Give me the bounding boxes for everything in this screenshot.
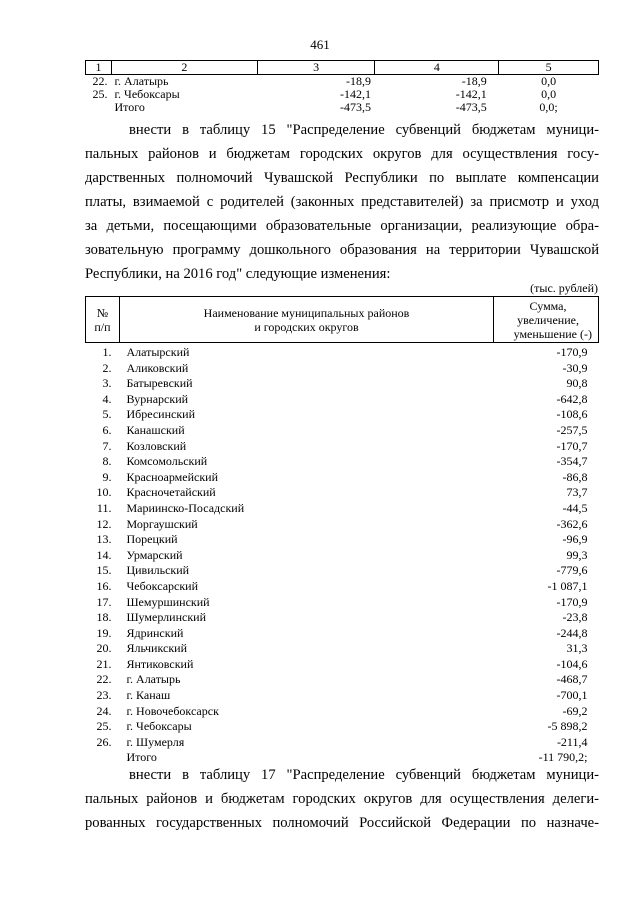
row-value: -170,9 <box>556 594 588 609</box>
row-value: 99,3 <box>566 547 588 562</box>
row-number: 14. <box>96 547 112 562</box>
row-name: Ибресинский <box>126 407 196 422</box>
paragraph-line: Республики, на 2016 год" следующие изменения: <box>85 266 391 282</box>
table-row <box>86 407 599 423</box>
header-number <box>86 297 120 343</box>
table-row <box>86 501 599 517</box>
row-name: Шумерлинский <box>126 610 206 625</box>
row-name: Вурнарский <box>126 391 189 406</box>
row-value: -69,2 <box>562 703 588 718</box>
table-row <box>86 610 599 626</box>
header-name-line: Наименование муниципальных районов <box>203 305 410 320</box>
continuation-table-header <box>86 61 599 75</box>
row-number: 25. <box>92 87 108 101</box>
row-value: -86,8 <box>562 469 588 484</box>
row-number: 5. <box>102 407 112 422</box>
row-name: г. Алатырь <box>114 74 169 88</box>
row-name: г. Алатырь <box>126 672 181 687</box>
row-name: Янтиковский <box>126 656 194 671</box>
row-name: Чебоксарский <box>126 578 199 593</box>
row-name: г. Чебоксары <box>114 87 180 101</box>
row-number: 25. <box>96 719 112 734</box>
row-name: Красноармейский <box>126 469 219 484</box>
table-row <box>86 532 599 548</box>
row-number: 3. <box>102 376 112 391</box>
table-row <box>86 439 599 455</box>
row-name: Цивильский <box>126 563 190 578</box>
row-number: 4. <box>102 391 112 406</box>
header-number-line: № <box>96 305 109 320</box>
table-row <box>86 657 599 673</box>
page-number: 461 <box>310 37 330 52</box>
header-sum-line: уменьшение (-) <box>513 326 592 341</box>
row-number: 26. <box>96 734 112 749</box>
row-name: Красночетайский <box>126 485 216 500</box>
row-number: 23. <box>96 688 112 703</box>
row-number: 1. <box>102 345 112 359</box>
table-row <box>86 719 599 735</box>
row-name: Моргаушский <box>126 516 198 531</box>
row-value: -30,9 <box>562 360 588 375</box>
subvention-table <box>85 296 599 766</box>
row-value: -108,6 <box>556 407 588 422</box>
paragraph-line: внести в таблицу 17 "Распределение субвенций бюджетам муници- <box>129 767 599 783</box>
subvention-table-body <box>86 343 599 767</box>
table-row <box>86 579 599 595</box>
table-row <box>86 672 599 688</box>
header-name-line: и городских округов <box>254 319 359 334</box>
row-number: 13. <box>96 532 112 547</box>
row-name: Мариинско-Посадский <box>126 500 245 515</box>
column-number-3: 3 <box>257 61 375 75</box>
row-value: -170,7 <box>556 438 588 453</box>
column-number-5: 5 <box>499 61 599 75</box>
table-row <box>86 517 599 533</box>
row-value: -244,8 <box>556 625 588 640</box>
row-number: 18. <box>96 610 112 625</box>
row-number: 20. <box>96 641 112 656</box>
row-number: 17. <box>96 594 112 609</box>
table-row <box>86 376 599 392</box>
table-row <box>86 735 599 751</box>
row-value: 0,0 <box>541 87 557 101</box>
row-name: Итого <box>114 100 145 114</box>
table-row-total <box>86 101 599 114</box>
row-value: -18,9 <box>345 74 371 88</box>
paragraph-line: пальных районов и бюджетам городских округов для осуществления госу- <box>85 146 599 162</box>
row-value: -779,6 <box>556 563 588 578</box>
row-value: -642,8 <box>556 391 588 406</box>
row-name: Алатырский <box>126 345 190 359</box>
continuation-table <box>85 60 599 114</box>
table-row <box>86 343 599 361</box>
paragraph-line: платы, взимаемой с родителей (законных представителей) за присмотр и уход <box>85 194 599 210</box>
table-row <box>86 641 599 657</box>
row-number: 15. <box>96 563 112 578</box>
paragraph-line: пальных районов и бюджетам городских округов для осуществления делеги- <box>85 791 599 807</box>
row-value: -473,5 <box>339 100 371 114</box>
table-row <box>86 704 599 720</box>
table-row <box>86 392 599 408</box>
table-row <box>86 454 599 470</box>
row-number: 2. <box>102 360 112 375</box>
row-value: -5 898,2 <box>547 719 588 734</box>
row-value: -96,9 <box>562 532 588 547</box>
row-value: 31,3 <box>566 641 588 656</box>
column-number-1: 1 <box>86 61 112 75</box>
header-name <box>119 297 493 343</box>
paragraph-line: рованных государственных полномочий Российской Федерации по назначе- <box>85 815 599 831</box>
row-value: -473,5 <box>455 100 487 114</box>
row-name: Ядринский <box>126 625 184 640</box>
header-sum-line: увеличение, <box>517 312 579 327</box>
row-number: 12. <box>96 516 112 531</box>
row-value: 0,0; <box>539 100 558 114</box>
row-number: 22. <box>92 74 108 88</box>
row-number: 10. <box>96 485 112 500</box>
row-value: -44,5 <box>562 500 588 515</box>
row-name: Яльчикский <box>126 641 187 656</box>
row-number: 11. <box>96 500 112 515</box>
unit-label: (тыс. рублей) <box>530 281 598 295</box>
row-number: 16. <box>96 578 112 593</box>
row-value: 0,0 <box>541 74 557 88</box>
row-number: 19. <box>96 625 112 640</box>
paragraph-line: зовательную программу дошкольного образования на территории Чувашской <box>85 242 599 258</box>
table-row <box>86 75 599 89</box>
paragraph-line: дарственных полномочий Чувашской Республики по выплате компенсации <box>85 170 599 186</box>
row-number: 9. <box>102 469 112 484</box>
column-number-4: 4 <box>375 61 499 75</box>
row-value: -1 087,1 <box>547 578 588 593</box>
row-value: -142,1 <box>339 87 371 101</box>
paragraph-table-15 <box>85 118 599 286</box>
row-value: -354,7 <box>556 454 588 469</box>
row-value: -104,6 <box>556 656 588 671</box>
row-number: 22. <box>96 672 112 687</box>
table-row <box>86 361 599 377</box>
paragraph-line: внести в таблицу 15 "Распределение субвенций бюджетам муници- <box>129 122 599 138</box>
row-name: Порецкий <box>126 532 178 547</box>
row-name: Итого <box>126 750 157 765</box>
table-row <box>86 626 599 642</box>
row-name: г. Канаш <box>126 688 171 703</box>
row-name: г. Чебоксары <box>126 719 192 734</box>
paragraph-table-17 <box>85 763 599 835</box>
row-value: -468,7 <box>556 672 588 687</box>
row-value: -257,5 <box>556 422 588 437</box>
column-number-2: 2 <box>111 61 257 75</box>
row-name: Батыревский <box>126 376 193 391</box>
row-number: 21. <box>96 656 112 671</box>
table-row <box>86 548 599 564</box>
row-value: -362,6 <box>556 516 588 531</box>
subvention-table-header <box>86 297 599 343</box>
row-name: Урмарский <box>126 547 183 562</box>
row-name: Канашский <box>126 422 185 437</box>
header-sum-line: Сумма, <box>529 298 567 313</box>
row-value: -170,9 <box>556 345 588 359</box>
table-row <box>86 595 599 611</box>
header-sum <box>494 297 599 343</box>
table-row <box>86 470 599 486</box>
header-number-line: п/п <box>94 319 111 334</box>
row-name: Комсомольский <box>126 454 208 469</box>
paragraph-line: за детьми, посещающими образовательные организации, реализующие обра- <box>85 218 599 234</box>
row-value: -142,1 <box>455 87 487 101</box>
row-value: 90,8 <box>566 376 588 391</box>
row-name: г. Новочебоксарск <box>126 703 219 718</box>
row-name: Шемуршинский <box>126 594 210 609</box>
row-number: 6. <box>102 422 112 437</box>
table-row <box>86 563 599 579</box>
row-number: 8. <box>102 454 112 469</box>
row-value: 73,7 <box>566 485 588 500</box>
row-value: -700,1 <box>556 688 588 703</box>
table-row <box>86 423 599 439</box>
row-name: Козловский <box>126 438 187 453</box>
table-row <box>86 688 599 704</box>
row-value: -211,4 <box>556 734 588 749</box>
row-value: -23,8 <box>562 610 588 625</box>
row-name: Аликовский <box>126 360 189 375</box>
table-row <box>86 485 599 501</box>
row-name: г. Шумерля <box>126 734 185 749</box>
row-number: 7. <box>102 438 112 453</box>
row-number <box>86 101 112 114</box>
row-number: 24. <box>96 703 112 718</box>
row-value: -18,9 <box>461 74 487 88</box>
row-value: -11 790,2; <box>538 750 588 765</box>
